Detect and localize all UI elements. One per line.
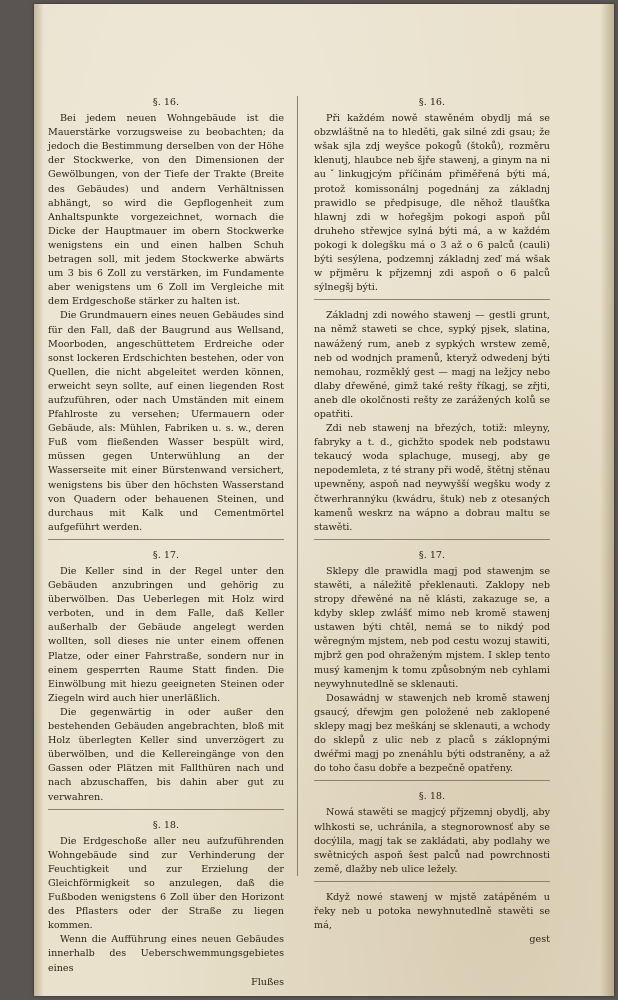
paragraph: Die Grundmauern eines neuen Gebäudes sind für den Fall, daß der Baugrund aus Wellsand, Moorboden, angeschüttetem Erdreiche oder sonst lockeren Erdschichten bestehen, oder von Quellen, die nicht abgeleitet werden können, erweicht seyn sollte, auf einen liegenden Rost aufzuführen, oder nach Umständen mit einem Pfahlroste zu versehen; Ufermauern oder Gebäude, als: Mühlen, Fabriken u. s. w., deren Fuß vom fließenden Wasser bespült wird, müssen gegen Unterwühlung an der Wasserseite mit einer Bürstenwand versichert, wenigstens bis über den höchsten Wasserstand von Quadern oder behauenen Steinen, und durchaus mit Kalk und Cementmörtel aufgeführt werden. [48,310,284,533]
paragraph: Wenn die Aufführung eines neuen Gebäudes innerhalb des Ueberschwemmungsgebietes eines [48,934,284,974]
paragraph: Zdi neb stawenj na březých, totiž: mleyny, fabryky a t. d., gichžto spodek neb podstawu tekaucý woda splachuge, musegj, aby ge nepodemleta, z té strany při wodě, štětnj stěnau upewněny, aspoň nad neywyšší wegšku wody z čtwerhrannýku (kwádru, štuk) neb z otesaných kamenů weskrz na wápno a dobrau maltu se stawěti. [314,423,550,533]
paragraph: Dosawádnj w stawenjch neb kromě stawenj gsaucý, dřewjm gen položené neb zaklopené sklepy magj bez meškánj se sklenauti, a wchody do sklepů z ulic neb z placů s záklopnými dwéřmi magj po znenáhlu býti odstraněny, a až do toho času dobře a bezpečně opatřeny. [314,692,550,775]
paragraph: Bei jedem neuen Wohngebäude ist die Mauerstärke vorzugsweise zu beobachten; da jedoch die Bestimmung derselben von der Höhe der Stockwerke, von den Dimensionen der Gewölbungen, von der Tiefe der Trakte (Breite des Gebäudes) und andern Verhältnissen abhängt, so wird die Gepflogenheit zum Anhaltspunkte vorgezeichnet, wornach die Dicke der Hauptmauer im obern Stockwerke wenigstens ein und einen halben Schuh betragen soll, mit jedem Stockwerke abwärts um 3 bis 6 Zoll zu verstärken, im Fundamente aber wenigstens um 6 Zoll im Vergleiche mit dem Erdgeschoße stärker zu halten ist. [48,113,284,308]
section-heading: §. 16. [152,97,180,108]
section-rule [314,780,550,781]
column-divider [297,96,298,876]
section-heading: §. 18. [152,819,180,831]
section-17-czech [314,549,550,777]
german-column [48,96,284,990]
section-18-german [48,819,284,990]
page-edge-shadow-right [600,4,614,996]
paragraph: Sklepy dle prawidla magj pod stawenjm se stawěti, a náležitě překlenauti. Zaklopy neb stropy dřewěné na ně klásti, zakazuge se, a kdyby sklep zwlášť mimo neb kromě stawenj ustawen býti chtěl, nemá se to nikdý pod wěregným mjstem, neb pod cestu wozuj stawiti, mjbrž gen pod ohraženým mjstem. I sklep tento musý kamenjm k tomu způsobným neb cyhlami neywyhnutedlně se sklenauti. [314,565,550,690]
paragraph: Die Keller sind in der Regel unter den Gebäuden anzubringen und gehörig zu überwölben. Das Ueberlegen mit Holz wird verboten, und in dem Falle, daß Keller außerhalb der Gebäude angelegt werden wollten, soll dieses nie unter einem offenen Platze, oder einer Fahrstraße, sondern nur in einem gesperrten Raume Statt finden. Die Einwölbung mit hiezu geeigneten Steinen oder Ziegeln wird auch hier unerläßlich. [48,566,284,704]
section-heading: §. 18. [418,791,446,803]
section-18-czech [314,790,550,947]
paragraph: Nowá stawěti se magjcý přjzemnj obydlj, aby wlhkosti se, uchránila, a stegnorownosť aby se docýlila, magj tak se zakládati, aby podlahy we swětnicých aspoň šest palců nad powrchnosti země, dlažby neb ulice ležely. [314,807,550,875]
paragraph: Když nowé stawenj w mjstě zatápěném u řeky neb u potoka newyhnutedlně stawěti se má, [314,891,550,932]
section-16-german [48,96,284,535]
paragraph: Die gegenwärtig in oder außer den bestehenden Gebäuden angebrachten, bloß mit Holz überlegten Keller sind unverzögert zu überwölben, und die Kellereingänge von den Gassen oder Plätzen mit Fallthüren nach und nach abzuschaffen, bis dahin aber gut zu verwahren. [48,706,284,803]
section-rule [48,809,284,810]
page-edge-shadow-left [34,4,44,996]
czech-column [314,96,550,947]
paragraph-rule [314,299,550,300]
paragraph: Die Erdgeschoße aller neu aufzuführenden Wohngebäude sind zur Verhinderung der Feuchtigkeit und zur Erzielung der Gleichförmigkeit so anzulegen, daß die Fußboden wenigstens 6 Zoll über den Horizont des Pflasters oder der Straße zu liegen kommen. [48,835,284,932]
paragraph-rule [314,881,550,882]
section-16-czech [314,96,550,535]
paragraph: Při každém nowě stawěném obydlj má se obzwláštně na to hleděti, gak silné zdi gsau; že wšak sjla zdj weyšce pokogů (štoků), rozměru klenutj, hlaubce neb šjře stawenj, a ginym na ni auˇlinkugjcým příčinám přiměřená býti má, protož komissonálnj pogednánj za základnj prawidlo se předpisuge, dle něhož tlaušťka hlawnj zdi w hořegšjm pokogi aspoň půl druheho střewjce sylná býti má, a w každém pokogi k dolegšku má o 3 až o 6 palců (cauli) býti sesýlena, podzemnj základnj zeď má wšak w přjměru k přjzemnj zdi aspoň o 6 palců sýlnegšj býti. [314,113,550,294]
section-heading: §. 17. [152,549,180,561]
section-heading: §. 17. [418,549,446,561]
catchword: Flußes [251,976,284,988]
section-17-german [48,549,284,805]
section-rule [314,539,550,540]
paragraph: Základnj zdi nowého stawenj — gestli grunt, na němž staweti se chce, sypký pjsek, slatina, nawážený rum, aneb z sypkých wrstew země, neb od wodnjch pramenů, kteryž odwedenj býti nemohau, rozměklý gest — magj na ležjcy nebo dlaby dřewěné, gimž také rešty říkagj, se zřjti, aneb dle okolčnosti rešty ze zarážených kolů se opatřiti. [314,310,550,420]
section-heading: §. 16. [418,97,446,108]
catchword: gest [529,934,550,946]
section-rule [48,539,284,540]
